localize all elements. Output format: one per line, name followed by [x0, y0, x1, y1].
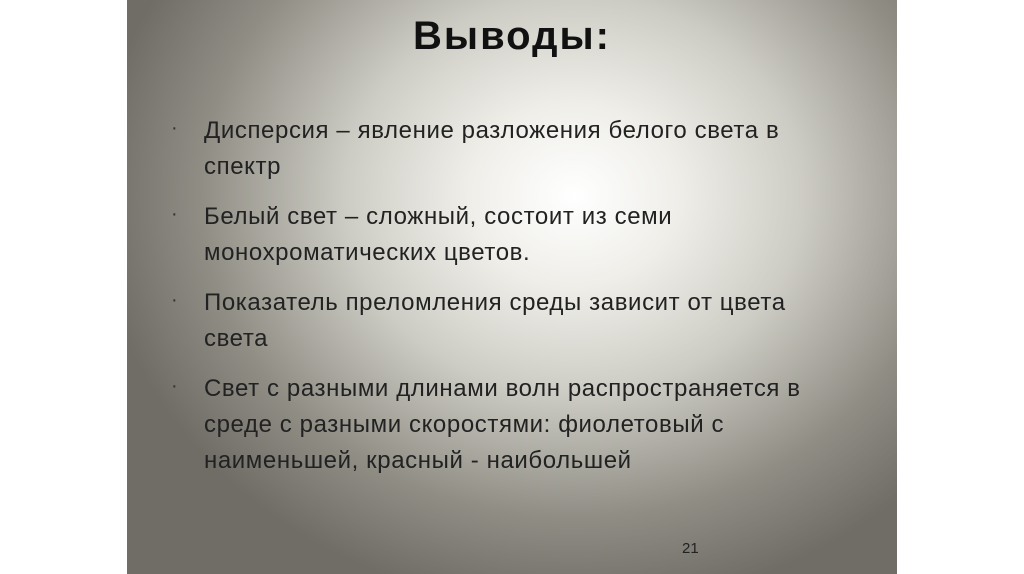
bullet-text: Свет с разными длинами волн распространяется в среде с разными скоростями: фиолетовый с наименьшей, красный - наибольшей: [204, 375, 801, 474]
slide-title: Выводы:: [413, 14, 611, 58]
list-item: [171, 199, 811, 271]
bullet-text: Показатель преломления среды зависит от цвета света: [204, 289, 786, 352]
bullet-icon: ·: [171, 289, 179, 311]
slide: [127, 0, 897, 574]
bullet-list: [171, 113, 811, 493]
bullet-text: Дисперсия – явление разложения белого света в спектр: [204, 117, 780, 180]
list-item: [171, 113, 811, 185]
bullet-icon: ·: [171, 203, 179, 225]
bullet-icon: ·: [171, 117, 179, 139]
list-item: [171, 371, 811, 479]
bullet-text: Белый свет – сложный, состоит из семи монохроматических цветов.: [204, 203, 673, 266]
bullet-icon: ·: [171, 375, 179, 397]
page-number: 21: [682, 540, 699, 557]
list-item: [171, 285, 811, 357]
